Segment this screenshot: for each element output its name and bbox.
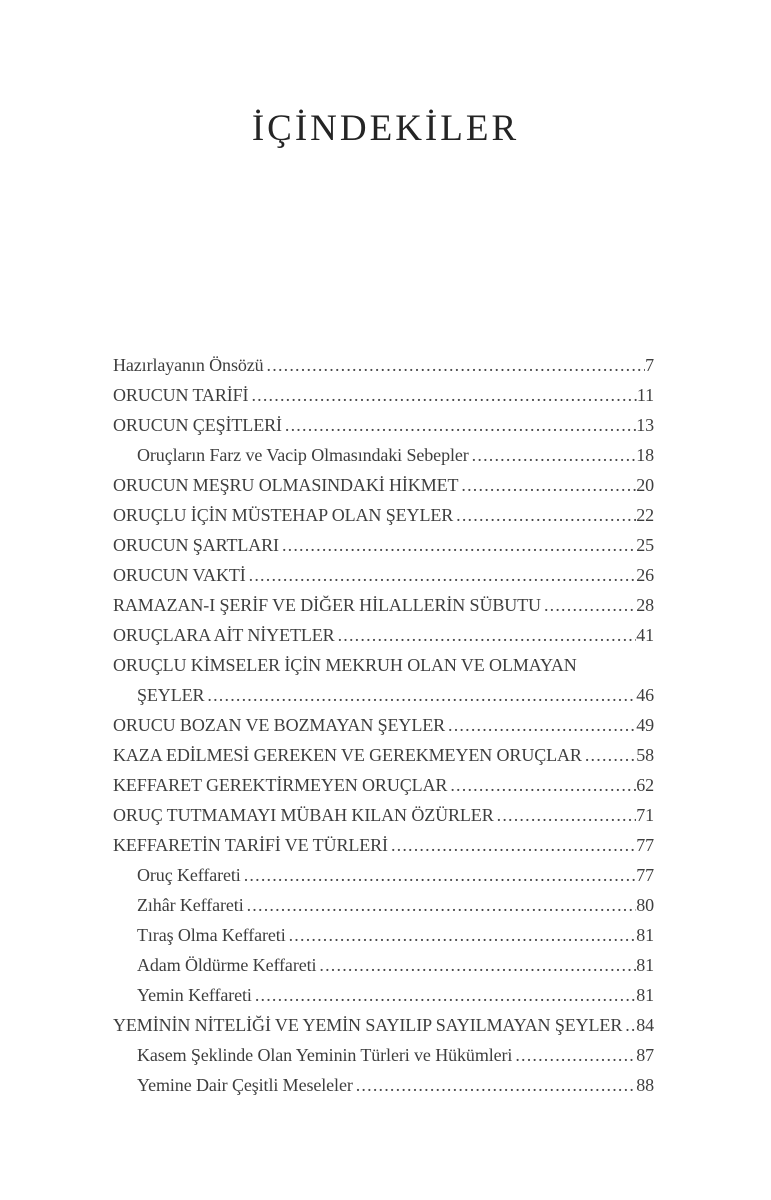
toc-entry-page: 77: [636, 835, 654, 855]
toc-entry-label: ORUÇLU KİMSELER İÇİN MEKRUH OLAN VE OLMAYAN: [113, 655, 577, 675]
toc-entry[interactable]: [113, 1040, 654, 1070]
toc-entry-label: Yemine Dair Çeşitli Meseleler: [137, 1075, 353, 1095]
toc-entry-page: 81: [636, 955, 654, 975]
toc-entry-label: RAMAZAN-I ŞERİF VE DİĞER HİLALLERİN SÜBUTU: [113, 595, 541, 615]
toc-entry-label: YEMİNİN NİTELİĞİ VE YEMİN SAYILIP SAYILMAYAN ŞEYLER: [113, 1015, 623, 1035]
toc-entry-page: 7: [645, 355, 654, 375]
dot-leader: [622, 1010, 636, 1040]
toc-entry-label: ORUCUN ŞARTLARI: [113, 535, 279, 555]
toc-entry[interactable]: [113, 620, 654, 650]
dot-leader: [204, 680, 636, 710]
toc-entry-label: Yemin Keffareti: [137, 985, 252, 1005]
toc-list: [113, 350, 654, 1100]
toc-entry-page: 26: [636, 565, 654, 585]
toc-entry-label: Hazırlayanın Önsözü: [113, 355, 264, 375]
toc-entry-page: 87: [636, 1045, 654, 1065]
toc-entry-page: 77: [636, 865, 654, 885]
toc-entry[interactable]: [113, 800, 654, 830]
dot-leader: [264, 350, 646, 380]
toc-entry-label: ORUCU BOZAN VE BOZMAYAN ŞEYLER: [113, 715, 446, 735]
toc-entry-label-continued: ŞEYLER: [137, 685, 205, 705]
toc-entry-page: 18: [636, 445, 654, 465]
toc-entry-label: ORUCUN MEŞRU OLMASINDAKİ HİKMET: [113, 475, 459, 495]
toc-entry[interactable]: [113, 860, 654, 890]
toc-entry[interactable]: [113, 830, 654, 860]
page-title: İÇİNDEKİLER: [251, 108, 520, 149]
toc-entry-label: Adam Öldürme Keffareti: [137, 955, 317, 975]
toc-entry-label: KEFFARET GEREKTİRMEYEN ORUÇLAR: [113, 775, 448, 795]
dot-leader: [458, 470, 636, 500]
toc-entry[interactable]: [113, 650, 654, 710]
dot-leader: [541, 590, 636, 620]
toc-entry-page: 81: [636, 985, 654, 1005]
dot-leader: [582, 740, 636, 770]
toc-entry-page: 84: [636, 1015, 654, 1035]
dot-leader: [447, 770, 636, 800]
toc-entry-label: Tıraş Olma Keffareti: [137, 925, 286, 945]
dot-leader: [244, 890, 637, 920]
dot-leader: [469, 440, 637, 470]
toc-entry-page: 58: [636, 745, 654, 765]
dot-leader: [286, 920, 637, 950]
toc-entry-label: Oruçların Farz ve Vacip Olmasındaki Sebepler: [137, 445, 469, 465]
dot-leader: [445, 710, 636, 740]
toc-entry-label: ORUCUN TARİFİ: [113, 385, 249, 405]
toc-entry[interactable]: [113, 410, 654, 440]
toc-entry-label: ORUÇLARA AİT NİYETLER: [113, 625, 335, 645]
toc-entry-page: 62: [636, 775, 654, 795]
dot-leader: [248, 380, 636, 410]
toc-entry-label: KEFFARETİN TARİFİ VE TÜRLERİ: [113, 835, 388, 855]
toc-entry-page: 11: [636, 385, 654, 405]
toc-entry[interactable]: [113, 1070, 654, 1100]
dot-leader: [388, 830, 636, 860]
toc-entry[interactable]: [113, 920, 654, 950]
toc-entry[interactable]: [113, 470, 654, 500]
toc-entry-page: 41: [636, 625, 654, 645]
dot-leader: [512, 1040, 636, 1070]
toc-entry-label: Zıhâr Keffareti: [137, 895, 244, 915]
dot-leader: [282, 410, 636, 440]
toc-entry[interactable]: [113, 560, 654, 590]
dot-leader: [316, 950, 636, 980]
toc-entry[interactable]: [113, 380, 654, 410]
toc-entry-page: 13: [636, 415, 654, 435]
dot-leader: [453, 500, 636, 530]
dot-leader: [241, 860, 636, 890]
toc-entry[interactable]: [113, 530, 654, 560]
toc-entry-page: 25: [636, 535, 654, 555]
toc-entry[interactable]: [113, 350, 654, 380]
toc-entry-page: 28: [636, 595, 654, 615]
toc-entry-page: 80: [636, 895, 654, 915]
toc-entry-label: Kasem Şeklinde Olan Yeminin Türleri ve Hükümleri: [137, 1045, 513, 1065]
toc-entry-page: 22: [636, 505, 654, 525]
dot-leader: [353, 1070, 636, 1100]
toc-entry-page: 20: [636, 475, 654, 495]
toc-entry-label: ORUÇ TUTMAMAYI MÜBAH KILAN ÖZÜRLER: [113, 805, 494, 825]
toc-entry-label: ORUCUN VAKTİ: [113, 565, 246, 585]
toc-entry[interactable]: [113, 710, 654, 740]
toc-entry[interactable]: [113, 740, 654, 770]
dot-leader: [252, 980, 636, 1010]
toc-entry-page: 49: [636, 715, 654, 735]
dot-leader: [494, 800, 637, 830]
toc-entry[interactable]: [113, 950, 654, 980]
dot-leader: [246, 560, 637, 590]
toc-entry[interactable]: [113, 590, 654, 620]
toc-entry[interactable]: [113, 440, 654, 470]
toc-entry-page: 46: [636, 685, 654, 705]
toc-entry-label: KAZA EDİLMESİ GEREKEN VE GEREKMEYEN ORUÇLAR: [113, 745, 582, 765]
toc-entry-label: ORUÇLU İÇİN MÜSTEHAP OLAN ŞEYLER: [113, 505, 454, 525]
toc-entry-page: 88: [636, 1075, 654, 1095]
toc-entry[interactable]: [113, 1010, 654, 1040]
dot-leader: [279, 530, 636, 560]
toc-entry-label: ORUCUN ÇEŞİTLERİ: [113, 415, 282, 435]
toc-entry[interactable]: [113, 980, 654, 1010]
toc-entry-page: 81: [636, 925, 654, 945]
toc-entry-label: Oruç Keffareti: [137, 865, 241, 885]
toc-entry[interactable]: [113, 770, 654, 800]
toc-entry[interactable]: [113, 890, 654, 920]
toc-entry-page: 71: [636, 805, 654, 825]
toc-entry[interactable]: [113, 500, 654, 530]
dot-leader: [335, 620, 637, 650]
